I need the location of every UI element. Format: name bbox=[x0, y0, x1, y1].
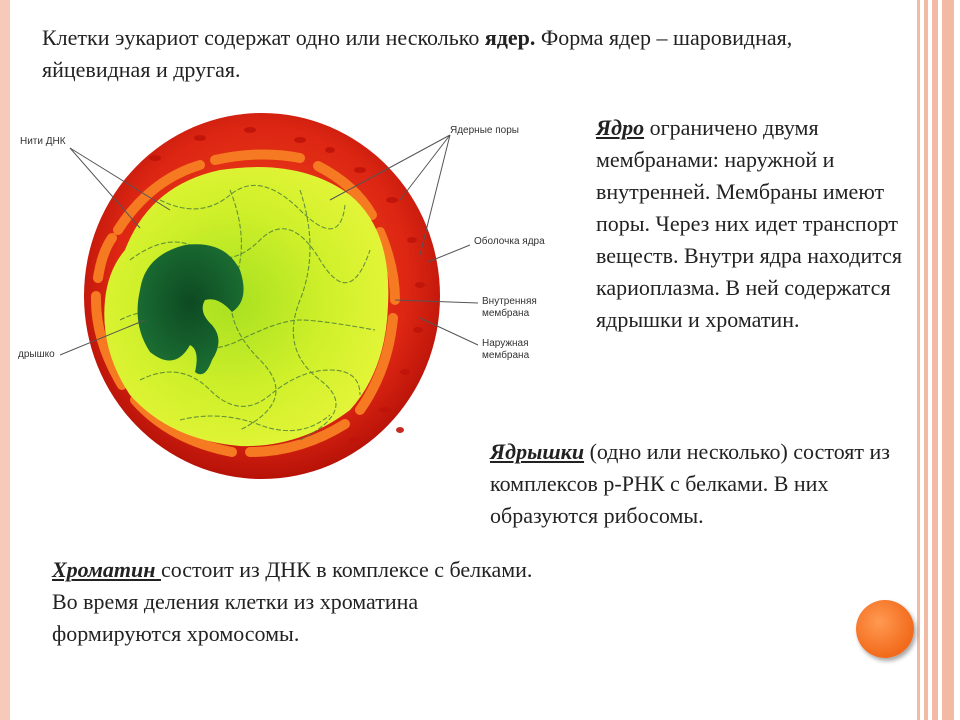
intro-part2: Форма ядер – шаровидная, яйцевидная и другая. bbox=[42, 25, 793, 82]
label-inner-membrane-line1: Внутренняя bbox=[482, 296, 537, 307]
hromatin-term: Хроматин bbox=[52, 557, 161, 582]
intro-bold: ядер. bbox=[484, 25, 536, 50]
yadryshki-paragraph bbox=[490, 436, 940, 532]
label-outer-membrane bbox=[482, 338, 529, 362]
label-outer-membrane-line2: мембрана bbox=[482, 350, 530, 361]
label-nuclear-envelope: Оболочка ядра bbox=[474, 236, 545, 247]
label-dna-threads: Нити ДНК bbox=[20, 136, 66, 147]
intro-part1: Клетки эукариот содержат одно или несколько bbox=[42, 25, 485, 50]
label-nucleolus: дрышко bbox=[18, 349, 55, 360]
yadro-term: Ядро bbox=[596, 115, 645, 140]
yadro-paragraph bbox=[596, 112, 936, 336]
yadro-text: ограничено двумя мембранами: наружной и внутренней. Мембраны имеют поры. Через них идет транспорт веществ. Внутри ядра находится кариоплазма. В ней содержатся ядрышки и хроматин. bbox=[596, 115, 903, 332]
hromatin-paragraph bbox=[52, 554, 552, 650]
hromatin-text: состоит из ДНК в комплексе с белками. Во время деления клетки из хроматина формируются хромосомы. bbox=[52, 557, 533, 646]
label-inner-membrane-line2: мембрана bbox=[482, 308, 530, 319]
yadryshki-term: Ядрышки bbox=[490, 439, 585, 464]
decorative-orange-circle bbox=[856, 600, 914, 658]
label-nuclear-pores: Ядерные поры bbox=[450, 125, 519, 136]
yadryshki-text: (одно или несколько) состоят из комплексов р-РНК с белками. В них образуются рибосомы. bbox=[490, 439, 890, 528]
label-outer-membrane-line1: Наружная bbox=[482, 338, 529, 349]
label-inner-membrane bbox=[482, 296, 537, 320]
